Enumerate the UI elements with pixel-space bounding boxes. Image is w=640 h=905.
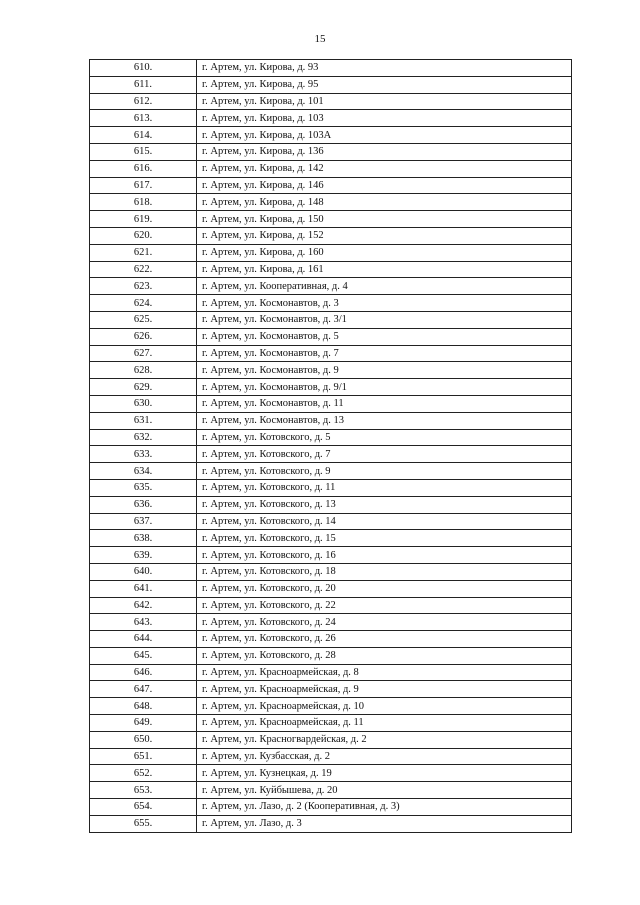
table-row [90, 362, 572, 379]
address-cell: г. Артем, ул. Кирова, д. 93 [197, 60, 572, 77]
row-number-cell: 624. [90, 295, 197, 312]
table-row [90, 143, 572, 160]
address-cell: г. Артем, ул. Космонавтов, д. 13 [197, 412, 572, 429]
row-number-cell: 615. [90, 143, 197, 160]
address-cell: г. Артем, ул. Космонавтов, д. 3/1 [197, 311, 572, 328]
row-number-cell: 617. [90, 177, 197, 194]
address-cell: г. Артем, ул. Котовского, д. 16 [197, 547, 572, 564]
row-number-cell: 654. [90, 799, 197, 816]
address-cell: г. Артем, ул. Красноармейская, д. 9 [197, 681, 572, 698]
address-cell: г. Артем, ул. Кирова, д. 160 [197, 244, 572, 261]
table-row [90, 664, 572, 681]
table-row [90, 580, 572, 597]
row-number-cell: 618. [90, 194, 197, 211]
address-cell: г. Артем, ул. Красноармейская, д. 11 [197, 715, 572, 732]
table-row [90, 815, 572, 832]
address-cell: г. Артем, ул. Кирова, д. 150 [197, 211, 572, 228]
table-row [90, 647, 572, 664]
row-number-cell: 637. [90, 513, 197, 530]
address-cell: г. Артем, ул. Кирова, д. 146 [197, 177, 572, 194]
row-number-cell: 644. [90, 631, 197, 648]
table-row [90, 496, 572, 513]
address-cell: г. Артем, ул. Космонавтов, д. 3 [197, 295, 572, 312]
address-cell: г. Артем, ул. Красноармейская, д. 8 [197, 664, 572, 681]
address-cell: г. Артем, ул. Котовского, д. 7 [197, 446, 572, 463]
row-number-cell: 628. [90, 362, 197, 379]
table-row [90, 429, 572, 446]
table-row [90, 278, 572, 295]
table-row [90, 530, 572, 547]
row-number-cell: 635. [90, 479, 197, 496]
row-number-cell: 631. [90, 412, 197, 429]
table-row [90, 395, 572, 412]
row-number-cell: 648. [90, 698, 197, 715]
row-number-cell: 636. [90, 496, 197, 513]
table-row [90, 328, 572, 345]
row-number-cell: 623. [90, 278, 197, 295]
address-cell: г. Артем, ул. Котовского, д. 24 [197, 614, 572, 631]
address-cell: г. Артем, ул. Кирова, д. 95 [197, 76, 572, 93]
table-row [90, 127, 572, 144]
row-number-cell: 646. [90, 664, 197, 681]
address-cell: г. Артем, ул. Котовского, д. 13 [197, 496, 572, 513]
address-cell: г. Артем, ул. Кирова, д. 103А [197, 127, 572, 144]
row-number-cell: 641. [90, 580, 197, 597]
table-row [90, 93, 572, 110]
row-number-cell: 638. [90, 530, 197, 547]
table-row [90, 244, 572, 261]
page-number: 15 [314, 33, 326, 45]
row-number-cell: 633. [90, 446, 197, 463]
row-number-cell: 620. [90, 227, 197, 244]
address-cell: г. Артем, ул. Куйбышева, д. 20 [197, 782, 572, 799]
row-number-cell: 619. [90, 211, 197, 228]
row-number-cell: 652. [90, 765, 197, 782]
address-cell: г. Артем, ул. Кирова, д. 101 [197, 93, 572, 110]
row-number-cell: 634. [90, 463, 197, 480]
table-row [90, 597, 572, 614]
table-row [90, 681, 572, 698]
row-number-cell: 653. [90, 782, 197, 799]
table-row [90, 715, 572, 732]
row-number-cell: 651. [90, 748, 197, 765]
address-cell: г. Артем, ул. Кузнецкая, д. 19 [197, 765, 572, 782]
table-row [90, 227, 572, 244]
address-cell: г. Артем, ул. Лазо, д. 2 (Кооперативная, д. 3) [197, 799, 572, 816]
address-cell: г. Артем, ул. Котовского, д. 26 [197, 631, 572, 648]
table-row [90, 110, 572, 127]
table-row [90, 748, 572, 765]
table-row [90, 765, 572, 782]
table-row [90, 731, 572, 748]
table-row [90, 60, 572, 77]
table-row [90, 463, 572, 480]
table-row [90, 412, 572, 429]
table-row [90, 311, 572, 328]
address-cell: г. Артем, ул. Котовского, д. 15 [197, 530, 572, 547]
row-number-cell: 611. [90, 76, 197, 93]
table-row [90, 631, 572, 648]
row-number-cell: 627. [90, 345, 197, 362]
table-row [90, 446, 572, 463]
address-cell: г. Артем, ул. Космонавтов, д. 9 [197, 362, 572, 379]
address-cell: г. Артем, ул. Котовского, д. 14 [197, 513, 572, 530]
row-number-cell: 621. [90, 244, 197, 261]
table-row [90, 194, 572, 211]
address-cell: г. Артем, ул. Котовского, д. 9 [197, 463, 572, 480]
row-number-cell: 640. [90, 563, 197, 580]
address-cell: г. Артем, ул. Кирова, д. 152 [197, 227, 572, 244]
row-number-cell: 643. [90, 614, 197, 631]
row-number-cell: 613. [90, 110, 197, 127]
row-number-cell: 632. [90, 429, 197, 446]
address-cell: г. Артем, ул. Кооперативная, д. 4 [197, 278, 572, 295]
table-row [90, 160, 572, 177]
address-cell: г. Артем, ул. Кирова, д. 148 [197, 194, 572, 211]
row-number-cell: 655. [90, 815, 197, 832]
table-row [90, 563, 572, 580]
address-cell: г. Артем, ул. Котовского, д. 11 [197, 479, 572, 496]
row-number-cell: 647. [90, 681, 197, 698]
row-number-cell: 614. [90, 127, 197, 144]
row-number-cell: 645. [90, 647, 197, 664]
table-row [90, 479, 572, 496]
table-row [90, 799, 572, 816]
row-number-cell: 630. [90, 395, 197, 412]
row-number-cell: 639. [90, 547, 197, 564]
table-row [90, 614, 572, 631]
address-cell: г. Артем, ул. Котовского, д. 18 [197, 563, 572, 580]
row-number-cell: 642. [90, 597, 197, 614]
address-cell: г. Артем, ул. Космонавтов, д. 7 [197, 345, 572, 362]
table-row [90, 76, 572, 93]
table-row [90, 698, 572, 715]
table-row [90, 379, 572, 396]
row-number-cell: 649. [90, 715, 197, 732]
address-cell: г. Артем, ул. Космонавтов, д. 9/1 [197, 379, 572, 396]
address-table [89, 59, 572, 833]
address-cell: г. Артем, ул. Котовского, д. 28 [197, 647, 572, 664]
address-cell: г. Артем, ул. Кирова, д. 103 [197, 110, 572, 127]
address-cell: г. Артем, ул. Красногвардейская, д. 2 [197, 731, 572, 748]
address-cell: г. Артем, ул. Котовского, д. 20 [197, 580, 572, 597]
address-cell: г. Артем, ул. Котовского, д. 22 [197, 597, 572, 614]
row-number-cell: 650. [90, 731, 197, 748]
table-row [90, 547, 572, 564]
table-row [90, 261, 572, 278]
row-number-cell: 612. [90, 93, 197, 110]
address-cell: г. Артем, ул. Кирова, д. 136 [197, 143, 572, 160]
address-cell: г. Артем, ул. Космонавтов, д. 11 [197, 395, 572, 412]
table-row [90, 513, 572, 530]
address-cell: г. Артем, ул. Котовского, д. 5 [197, 429, 572, 446]
table-row [90, 295, 572, 312]
address-cell: г. Артем, ул. Красноармейская, д. 10 [197, 698, 572, 715]
address-cell: г. Артем, ул. Лазо, д. 3 [197, 815, 572, 832]
row-number-cell: 629. [90, 379, 197, 396]
address-cell: г. Артем, ул. Кирова, д. 161 [197, 261, 572, 278]
row-number-cell: 616. [90, 160, 197, 177]
table-row [90, 177, 572, 194]
address-table-body [90, 60, 572, 833]
row-number-cell: 610. [90, 60, 197, 77]
row-number-cell: 625. [90, 311, 197, 328]
table-row [90, 782, 572, 799]
row-number-cell: 622. [90, 261, 197, 278]
table-row [90, 345, 572, 362]
address-cell: г. Артем, ул. Кирова, д. 142 [197, 160, 572, 177]
address-cell: г. Артем, ул. Космонавтов, д. 5 [197, 328, 572, 345]
address-cell: г. Артем, ул. Кузбасская, д. 2 [197, 748, 572, 765]
row-number-cell: 626. [90, 328, 197, 345]
table-row [90, 211, 572, 228]
